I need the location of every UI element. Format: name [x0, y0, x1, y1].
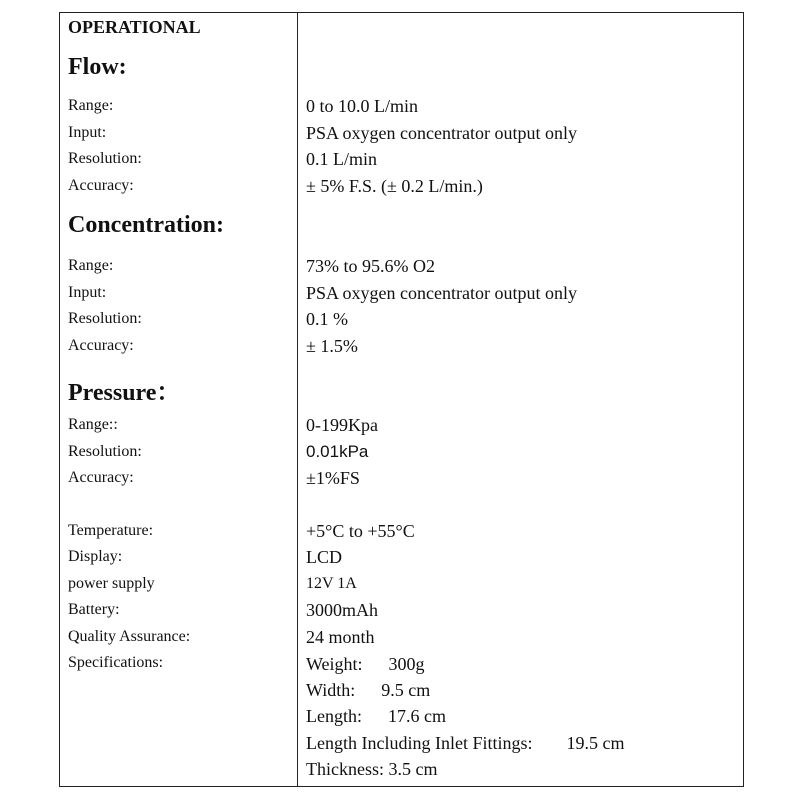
pressure-range-label: Range::: [68, 416, 118, 433]
spec-width-value: 9.5 cm: [381, 680, 431, 700]
flow-resolution-value: 0.1 L/min: [306, 149, 377, 169]
concentration-heading: Concentration:: [68, 212, 224, 238]
quality-assurance-label: Quality Assurance:: [68, 628, 191, 645]
concentration-range-label: Range:: [68, 257, 114, 274]
pressure-accuracy-label: Accuracy:: [68, 469, 134, 486]
spec-length-inlet: [306, 733, 624, 754]
spec-length-value: 17.6 cm: [388, 706, 446, 726]
pressure-range-value: 0-199Kpa: [306, 415, 378, 435]
power-supply-label: power supply: [68, 575, 155, 592]
spec-thickness-key: Thickness:: [306, 759, 384, 779]
pressure-heading: Pressure：: [68, 380, 181, 406]
flow-range-value: 0 to 10.0 L/min: [306, 96, 418, 116]
battery-value: 3000mAh: [306, 600, 378, 620]
flow-range-label: Range:: [68, 97, 114, 114]
specifications-label: Specifications:: [68, 654, 164, 671]
concentration-input-value: PSA oxygen concentrator output only: [306, 283, 577, 303]
flow-accuracy-label: Accuracy:: [68, 177, 134, 194]
spec-length-inlet-key: Length Including Inlet Fittings:: [306, 733, 533, 753]
concentration-resolution-value: 0.1 %: [306, 309, 348, 329]
spec-length-inlet-value: 19.5 cm: [566, 733, 625, 753]
concentration-input-label: Input:: [68, 284, 107, 301]
flow-heading: Flow:: [68, 54, 127, 80]
spec-weight-key: Weight:: [306, 654, 363, 674]
concentration-accuracy-value: ± 1.5%: [306, 336, 358, 356]
spec-width-key: Width:: [306, 680, 356, 700]
display-value: LCD: [306, 547, 342, 567]
spec-width: [306, 680, 430, 701]
section-title: OPERATIONAL: [68, 17, 201, 37]
power-supply-value: 12V 1A: [306, 575, 357, 592]
quality-assurance-value: 24 month: [306, 627, 375, 647]
flow-input-label: Input:: [68, 124, 107, 141]
temperature-value: +5°C to +55°C: [306, 521, 415, 541]
spec-thickness: [306, 759, 438, 780]
concentration-resolution-label: Resolution:: [68, 310, 142, 327]
concentration-accuracy-label: Accuracy:: [68, 337, 134, 354]
flow-resolution-label: Resolution:: [68, 150, 142, 167]
spec-weight-value: 300g: [388, 654, 425, 674]
flow-input-value: PSA oxygen concentrator output only: [306, 123, 577, 143]
spec-weight: [306, 654, 425, 675]
spec-length-key: Length:: [306, 706, 362, 726]
pressure-resolution-value: 0.01kPa: [306, 442, 369, 461]
pressure-accuracy-value: ±1%FS: [306, 468, 360, 488]
flow-accuracy-value: ± 5% F.S. (± 0.2 L/min.): [306, 176, 483, 196]
pressure-resolution-label: Resolution:: [68, 443, 142, 460]
concentration-range-value: 73% to 95.6% O2: [306, 256, 435, 276]
spec-thickness-value: 3.5 cm: [388, 759, 438, 779]
column-divider: [297, 13, 298, 786]
battery-label: Battery:: [68, 601, 120, 618]
spec-table: [59, 12, 744, 787]
display-label: Display:: [68, 548, 123, 565]
temperature-label: Temperature:: [68, 522, 154, 539]
spec-length: [306, 706, 446, 727]
